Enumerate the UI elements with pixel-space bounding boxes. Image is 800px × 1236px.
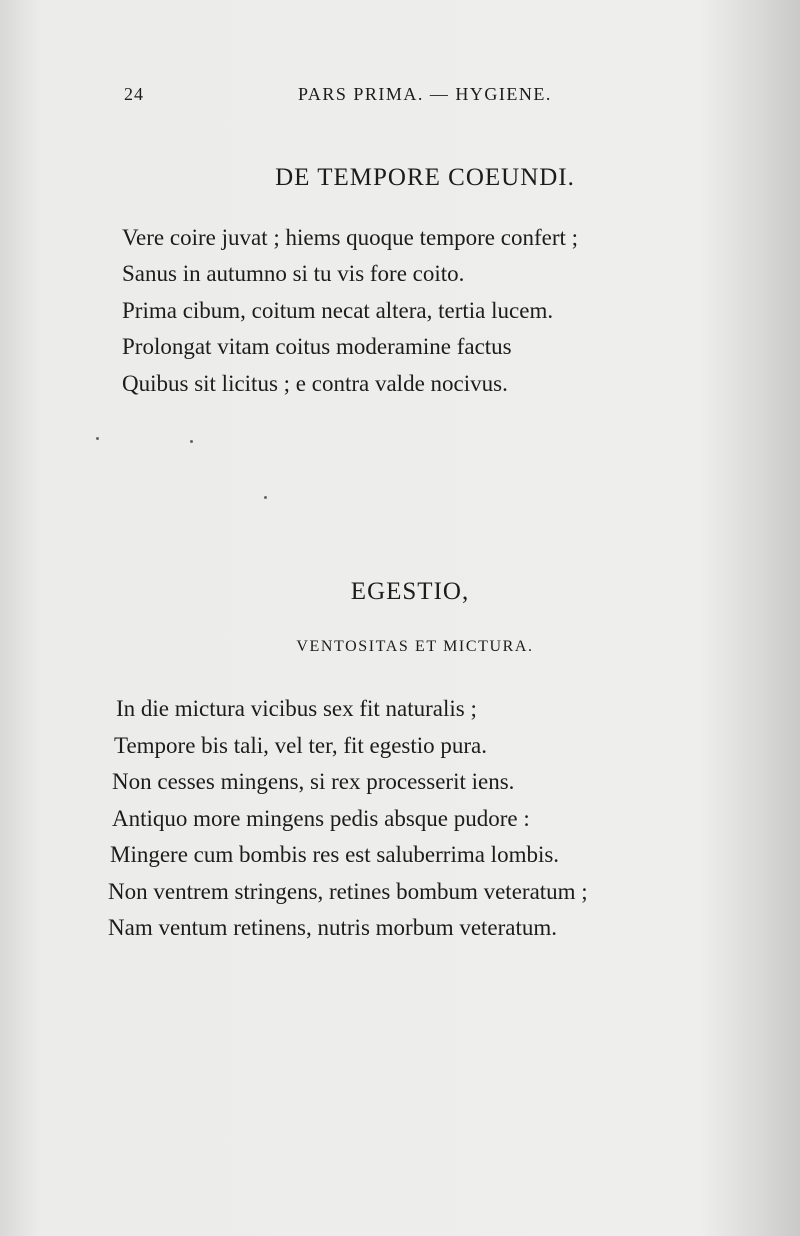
verse-line: Quibus sit licitus ; e contra valde nocivus.	[122, 371, 508, 396]
page-number: 24	[124, 84, 144, 104]
verse-line: Non cesses mingens, si rex processerit iens.	[112, 769, 515, 794]
verse-line: Tempore bis tali, vel ter, fit egestio pura.	[114, 733, 488, 758]
section-title-de-tempore-coeundi: DE TEMPORE COEUNDI.	[275, 164, 575, 191]
section-subtitle: VENTOSITAS ET MICTURA.	[296, 638, 534, 655]
verse-line: Sanus in autumno si tu vis fore coito.	[122, 261, 465, 286]
verse-line: Antiquo more mingens pedis absque pudore :	[112, 806, 530, 831]
verse-line: Prima cibum, coitum necat altera, tertia lucem.	[122, 298, 554, 323]
running-head-title: PARS PRIMA. — HYGIENE.	[298, 84, 552, 104]
section-title-egestio: EGESTIO,	[350, 578, 470, 605]
verse-line: Prolongat vitam coitus moderamine factus	[122, 334, 512, 359]
verse-line: Non ventrem stringens, retines bombum veteratum ;	[108, 879, 588, 904]
speck	[264, 496, 267, 499]
running-head	[124, 84, 684, 110]
speck	[96, 437, 99, 440]
verse-line: Vere coire juvat ; hiems quoque tempore confert ;	[122, 225, 579, 250]
verse-line: In die mictura vicibus sex fit naturalis ;	[116, 696, 477, 721]
speck	[190, 440, 193, 443]
verse-line: Mingere cum bombis res est saluberrima lombis.	[110, 842, 560, 867]
verse-line: Nam ventum retinens, nutris morbum veteratum.	[108, 915, 558, 940]
